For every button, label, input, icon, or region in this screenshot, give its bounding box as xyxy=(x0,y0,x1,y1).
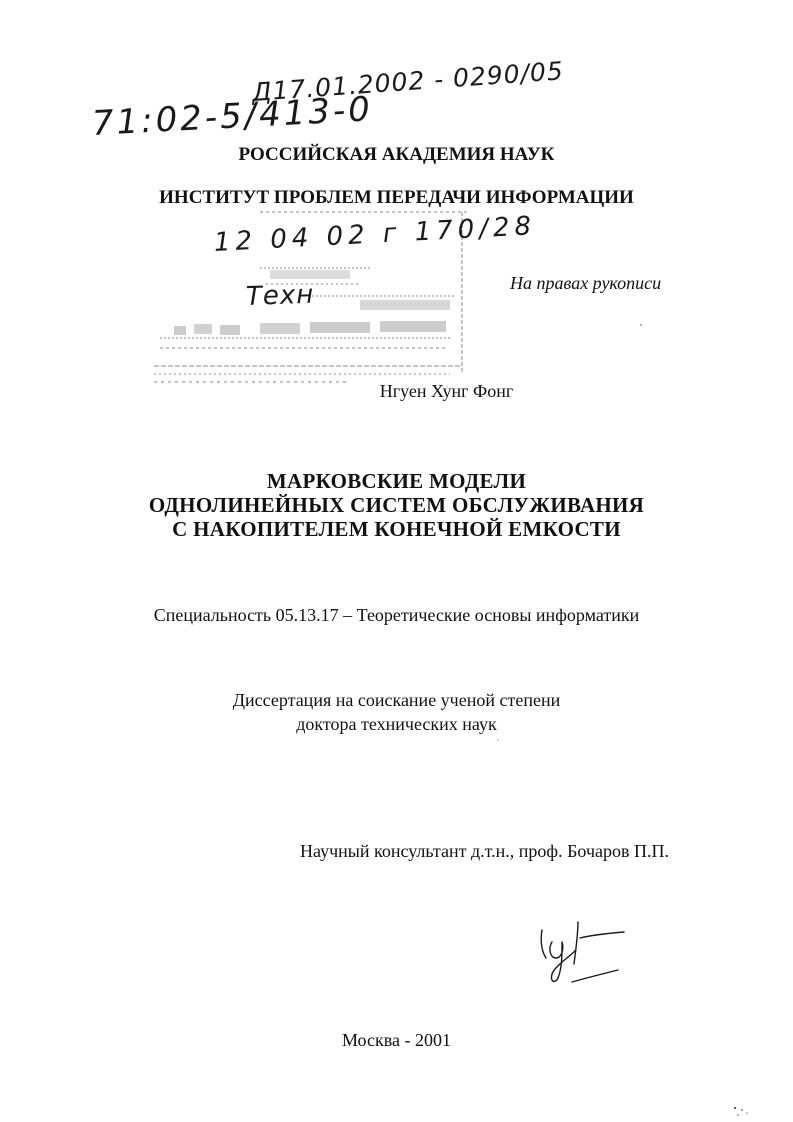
scientific-consultant: Научный консультант д.т.н., проф. Бочаров П.П. xyxy=(300,841,669,861)
city-year: Москва - 2001 xyxy=(342,1030,451,1050)
thesis-title-line-2: ОДНОЛИНЕЙНЫХ СИСТЕМ ОБСЛУЖИВАНИЯ xyxy=(148,493,645,517)
consultant-signature xyxy=(528,908,638,990)
rights-note: На правах рукописи xyxy=(510,273,662,293)
dissertation-line-1: Диссертация на соискание ученой степени xyxy=(232,690,561,710)
author-name: Нгуен Хунг Фонг xyxy=(379,381,514,401)
handwritten-stamp-date: 12 04 02 г 170/28 xyxy=(213,211,537,258)
specialty-line: Специальность 05.13.17 – Теоретические основы информатики xyxy=(153,605,640,625)
academy-name: РОССИЙСКАЯ АКАДЕМИЯ НАУК xyxy=(238,144,555,165)
handwritten-archive-code: 71:02-5/413-0 xyxy=(90,89,374,144)
thesis-title-line-3: С НАКОПИТЕЛЕМ КОНЕЧНОЙ ЕМКОСТИ xyxy=(172,517,621,541)
institute-name: ИНСТИТУТ ПРОБЛЕМ ПЕРЕДАЧИ ИНФОРМАЦИИ xyxy=(159,187,634,208)
thesis-title-line-1: МАРКОВСКИЕ МОДЕЛИ xyxy=(266,469,527,493)
handwritten-stamp-note: Техн xyxy=(245,279,315,312)
dissertation-line-2: доктора технических наук xyxy=(296,714,497,734)
handwritten-registration-line: Д17.01.2002 - 0290/05 xyxy=(250,56,565,107)
